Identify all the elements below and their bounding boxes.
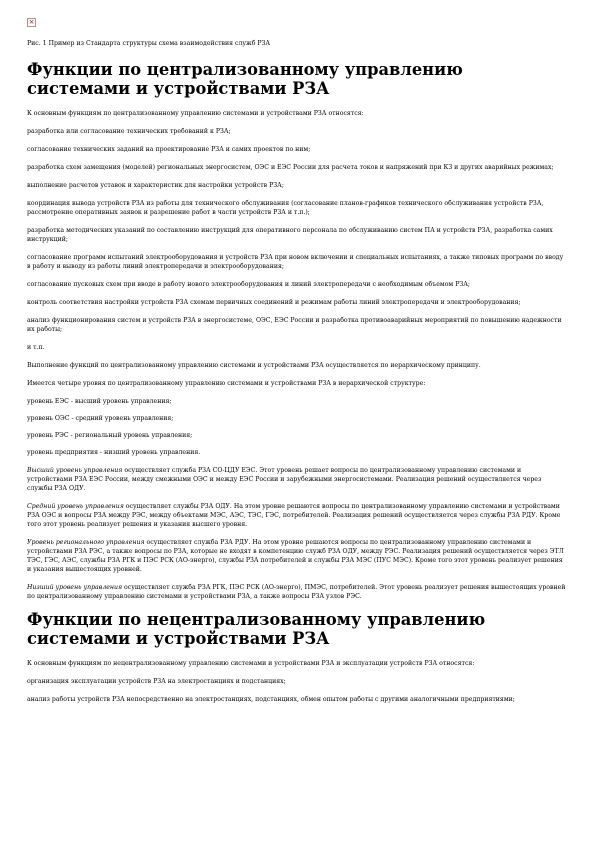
- list-item: выполнение расчетов уставок и характеристик для настройки устройств РЗА;: [27, 182, 284, 189]
- list-item: и т.п.: [27, 344, 45, 351]
- level-text: осуществляет служба РЗА РГК, ПЭС РСК (АО-энерго), ПМЭС, потребителей. Этот уровень реализует решения вышестоящих уровней по централизованному управлению системами и устройствами РЗА, а также вопросы РЗА узлов РЭС.: [27, 584, 566, 600]
- level-term: Низший уровень управления: [27, 584, 123, 591]
- broken-image-icon: ×: [28, 18, 35, 26]
- level-term: Высший уровень управления: [27, 467, 123, 474]
- list-item: согласование пусковых схем при вводе в работу нового электрооборудования и линий электропередачи с необходимым объемом РЗА;: [27, 281, 470, 288]
- list-item: контроль соответствия настройки устройств РЗА схемам первичных соединений и режимам работы линий электропередачи и электрооборудования;: [27, 299, 521, 306]
- level-item: уровень ЕЭС - высший уровень управления;: [27, 398, 172, 405]
- list-item: анализ функционирования систем и устройств РЗА в энергосистеме, ОЭС, ЕЭС России и разработка противоаварийных мероприятий по повышению надежности их работы;: [27, 317, 562, 333]
- list-item: разработка или согласование технических требований к РЗА;: [27, 128, 231, 135]
- level-term: Уровень регионального управления: [27, 539, 145, 546]
- list-item: разработка схем замещения (моделей) региональных энергосистем, ОЭС и ЕЭС России для расчета токов и напряжений при КЗ и других аварийных режимах;: [27, 164, 554, 171]
- level-text: осуществляет служба РЗА РДУ. На этом уровне решаются вопросы по централизованному управлению системами и устройствами РЗА РЭС, а также вопросы по РЗА, которые не входят в компетенцию служб РЗА ОДУ, между РЭС. Реализация решений осуществляется через ЭТЛ ТЭС, ГЭС, АЭС, службы РЗА РГК и ПЭС РСК (АО-энерго), службы РЗА потребителей и службы РЗА МЭС (ПУС МЭС). Кроме того этот уровень реализует решения и указания вышестоящих уровней.: [27, 539, 564, 573]
- level-item: уровень ОЭС - средний уровень управления;: [27, 415, 174, 422]
- section-title-centralized: Функции по централизованному управлению системами и устройствами РЗА: [27, 60, 463, 98]
- paragraph-intro: К основным функциям по нецентрализованному управлению системами и устройствами РЗА и эксплуатации устройств РЗА относятся:: [27, 660, 475, 667]
- level-item: уровень предприятия - низший уровень управления.: [27, 449, 201, 456]
- level-item: уровень РЭС - региональный уровень управления;: [27, 432, 193, 439]
- level-text: осуществляет служба РЗА СО-ЦДУ ЕЭС. Этот уровень решает вопросы по централизованному управлению системами и устройствами РЗА ЕЭС России, между смежными ОЭС и между ЕЭС России и зарубежными энергосистемами. Реализация решений осуществляется через службы РЗА ОДУ.: [27, 467, 542, 492]
- list-item: организация эксплуатации устройств РЗА на электростанциях и подстанциях;: [27, 678, 286, 685]
- list-item: анализ работы устройств РЗА непосредственно на электростанциях, подстанциях, обмен опытом работы с другими аналогичными предприятиями;: [27, 696, 515, 703]
- section-title-decentralized: Функции по нецентрализованному управлению системами и устройствами РЗА: [27, 610, 486, 648]
- level-text: осуществляет службы РЗА ОДУ. На этом уровне решаются вопросы по централизованному управлению системами и устройствами РЗА ОЭС и вопросы РЗА между РЭС, между объектами МЭС, АЭС, ТЭС, ГЭС, потребителей. Реализация решений осуществляется через службы РЗА РДУ. Кроме того этот уровень реализует решения и указания высшего уровня.: [27, 503, 561, 528]
- level-term: Средний уровень управления: [27, 503, 124, 510]
- figure-caption: Рис. 1 Пример из Стандарта структуры схема взаимодействия служб РЗА: [27, 40, 271, 47]
- paragraph-intro: К основным функциям по централизованному управлению системами и устройствами РЗА относятся:: [27, 110, 364, 117]
- list-item: координация вывода устройств РЗА из работы для технического обслуживания (согласование планов-графиков технического обслуживания устройств РЗА, рассмотрение оперативных заявок и разрешение работ в части устройств РЗА и т.п.);: [27, 200, 544, 216]
- level-detail-regional: [27, 538, 566, 574]
- list-item: согласование технических заданий на проектирование РЗА и самих проектов по ним;: [27, 146, 311, 153]
- paragraph-levels-intro: Имеется четыре уровня по централизованному управлению системами и устройствами РЗА в иерархической структуре:: [27, 380, 426, 387]
- level-detail-middle: [27, 502, 566, 529]
- level-detail-low: [27, 583, 566, 601]
- level-detail-high: [27, 466, 566, 493]
- paragraph-hierarchy: Выполнение функций по централизованному управлению системами и устройствами РЗА осуществляется по иерархическому принципу.: [27, 362, 481, 369]
- list-item: разработка методических указаний по составлению инструкций для оперативного персонала по обслуживанию систем ПА и устройств РЗА, разработка самих инструкций;: [27, 227, 553, 243]
- list-item: согласование программ испытаний электрооборудования и устройств РЗА при новом включении и специальных испытаниях, а также типовых программ по вводу в работу и выводу из работы линий электропередачи и электрооборудования;: [27, 254, 564, 270]
